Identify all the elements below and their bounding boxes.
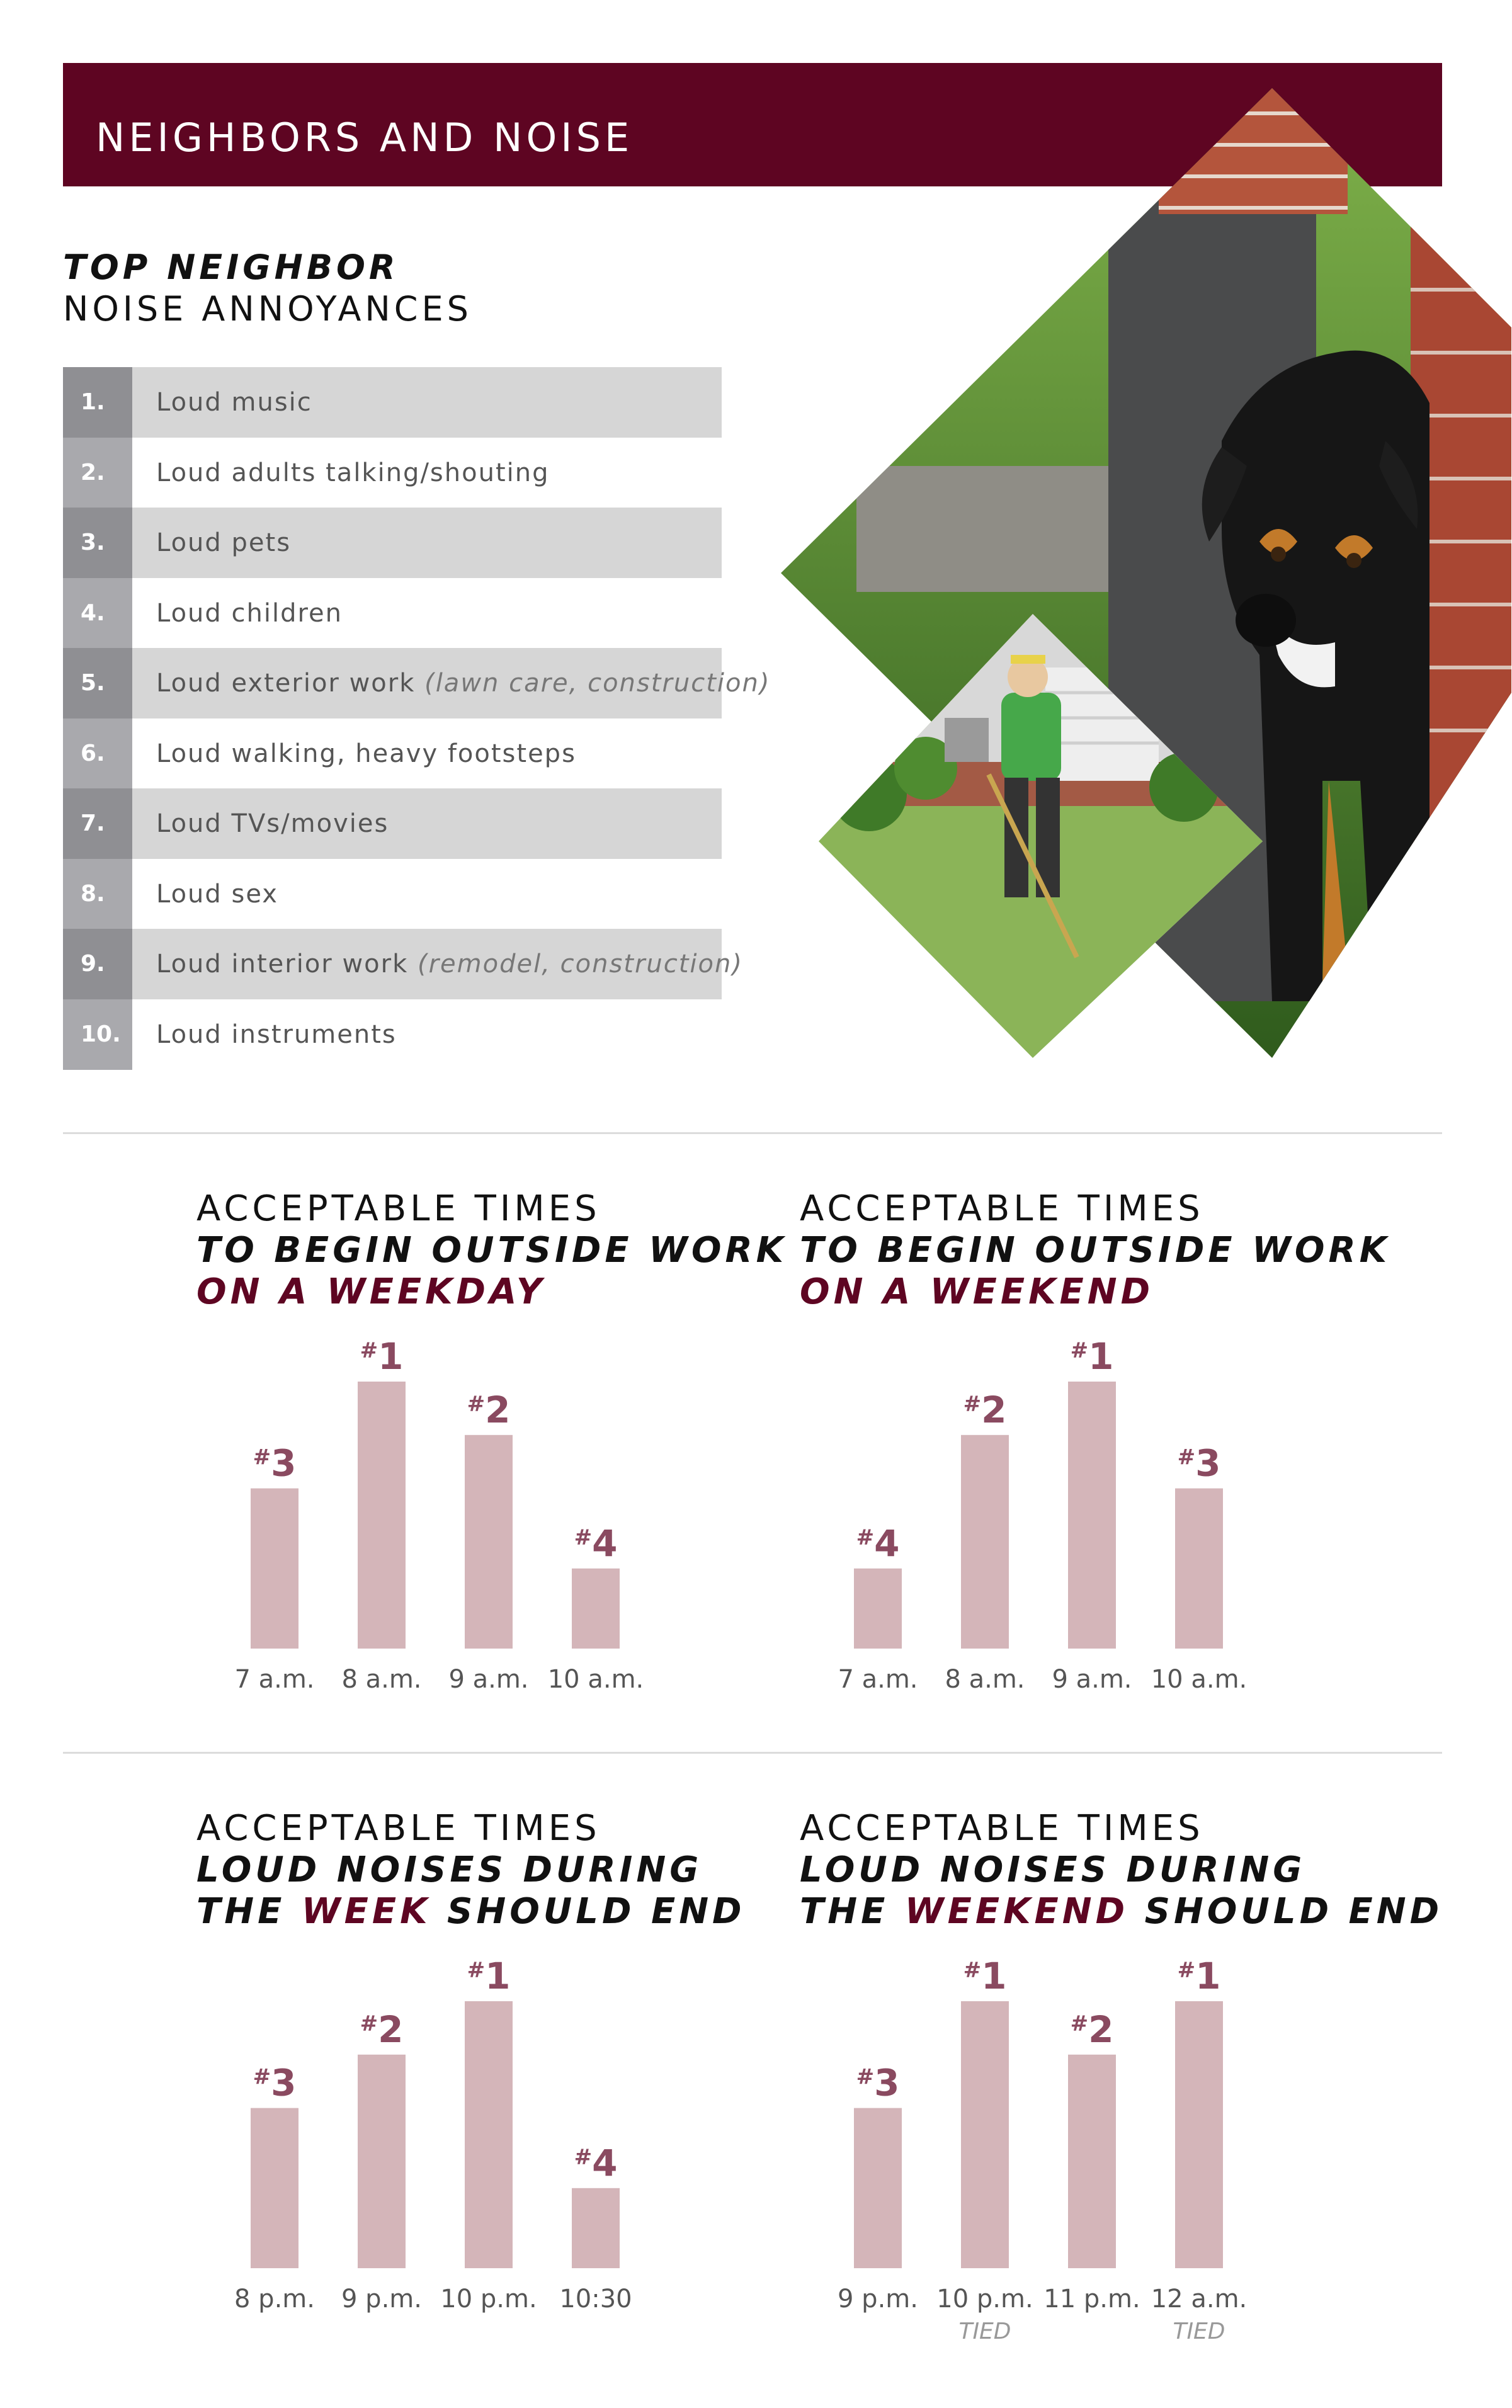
bar-rank-label [856, 1522, 900, 1565]
list-item-label: Loud children [156, 598, 343, 628]
rank-number: 4 [592, 2141, 618, 2184]
rank-number: 4. [81, 599, 105, 626]
list-item [63, 367, 722, 438]
rank-number: 2. [81, 459, 105, 486]
chart-weekend-end [792, 1942, 1296, 2358]
list-item [63, 718, 722, 789]
bar-rank-label [1178, 1955, 1221, 1997]
rank-hash: # [574, 1525, 593, 1550]
chart2-title-line3: ON A WEEKEND [800, 1271, 1154, 1312]
rank-number: 8. [81, 880, 105, 907]
rank-number: 1 [1195, 1955, 1221, 1997]
x-tick-label: 10 p.m. [440, 2285, 537, 2314]
list-item-rank [63, 718, 132, 789]
rank-number: 4 [874, 1521, 900, 1565]
list-item-label: Loud instruments [156, 1019, 397, 1049]
x-tick-label: 9 a.m. [1052, 1665, 1132, 1694]
rank-number: 1. [81, 389, 105, 415]
rank-hash: # [360, 1338, 378, 1363]
chart3-title-line1: ACCEPTABLE TIMES [196, 1808, 601, 1849]
chart-bar [854, 2108, 902, 2268]
list-item-label: Loud exterior work (lawn care, construction) [156, 669, 771, 698]
list-item-rank [63, 367, 132, 438]
bar-rank-label [574, 1522, 618, 1565]
chart1-title-line1: ACCEPTABLE TIMES [196, 1188, 601, 1229]
bar-rank-label [467, 1955, 511, 1997]
rank-number: 5. [81, 670, 105, 696]
chart-bar [572, 1569, 620, 1649]
x-tick-label: 9 p.m. [341, 2285, 422, 2314]
chart-bar [1175, 1489, 1223, 1649]
chart4-title-line3: THE WEEKEND SHOULD END [800, 1891, 1443, 1932]
chart-bar [961, 2001, 1009, 2268]
rank-number: 7. [81, 810, 105, 836]
chart-bar [251, 2108, 298, 2268]
rank-number: 3. [81, 530, 105, 555]
chart2-title-line2: TO BEGIN OUTSIDE WORK [800, 1230, 1390, 1271]
x-tick-label: 7 a.m. [838, 1665, 918, 1694]
list-item [63, 999, 722, 1070]
rank-hash: # [963, 1391, 982, 1417]
x-tick-label: 9 p.m. [838, 2285, 918, 2314]
rank-number: 9. [81, 951, 105, 977]
rank-number: 3 [271, 1441, 297, 1485]
rank-hash: # [1070, 2011, 1089, 2036]
rank-hash: # [963, 1958, 982, 1983]
bar-rank-label [1071, 1335, 1114, 1378]
list-item-rank [63, 859, 132, 929]
chart1-title-line2: TO BEGIN OUTSIDE WORK [196, 1230, 787, 1271]
bar-rank-label [360, 1335, 404, 1378]
chart-weekday-start [189, 1322, 693, 1713]
rank-number: 3 [271, 2061, 297, 2104]
section-divider [63, 1132, 1442, 1134]
rank-number: 6. [81, 740, 105, 766]
rank-hash: # [253, 1445, 271, 1470]
list-item-label: Loud music [156, 388, 312, 417]
rank-hash: # [467, 1958, 486, 1983]
tied-note: TIED [958, 2319, 1011, 2344]
list-item-label: Loud pets [156, 528, 292, 557]
chart-bar [251, 1489, 298, 1649]
bar-rank-label [574, 2142, 618, 2184]
x-tick-label: 10 a.m. [547, 1665, 644, 1694]
x-tick-label: 11 p.m. [1043, 2285, 1140, 2314]
x-tick-label: 10:30 [559, 2285, 632, 2314]
bar-rank-label [467, 1389, 511, 1431]
rank-number: 3 [1195, 1441, 1221, 1485]
bar-rank-label [253, 2062, 297, 2104]
bar-rank-label [963, 1389, 1007, 1431]
rank-number: 1 [485, 1955, 511, 1997]
list-item-rank [63, 438, 132, 508]
rank-hash: # [1177, 1958, 1196, 1983]
list-item-rank [63, 508, 132, 578]
rank-hash: # [856, 2064, 875, 2090]
rank-number: 1 [981, 1955, 1007, 1997]
section-divider [63, 1752, 1442, 1754]
chart4-title-line1: ACCEPTABLE TIMES [800, 1808, 1204, 1849]
rank-number: 10. [81, 1021, 121, 1047]
list-item-rank [63, 929, 132, 999]
chart3-title-line3: THE WEEK SHOULD END [196, 1891, 746, 1932]
x-tick-label: 8 a.m. [341, 1665, 422, 1694]
rank-number: 1 [378, 1335, 404, 1378]
chart-bar [1068, 1382, 1116, 1649]
list-item-note: (remodel, construction) [408, 950, 743, 979]
rank-number: 2 [1088, 2008, 1114, 2051]
photo-collage [781, 88, 1511, 1071]
list-item [63, 648, 771, 718]
list-item [63, 508, 722, 578]
list-item [63, 578, 722, 649]
rank-hash: # [467, 1391, 486, 1417]
chart-bar [465, 2001, 513, 2268]
rank-number: 2 [378, 2008, 404, 2051]
rank-hash: # [856, 1525, 875, 1550]
list-item-rank [63, 788, 132, 859]
chart-weekend-start [792, 1322, 1296, 1713]
rank-hash: # [360, 2011, 378, 2036]
rank-hash: # [574, 2144, 593, 2170]
x-tick-label: 8 p.m. [234, 2285, 315, 2314]
tied-note: TIED [1173, 2319, 1225, 2344]
chart-bar [1175, 2001, 1223, 2268]
x-tick-label: 10 a.m. [1151, 1665, 1248, 1694]
bar-rank-label [360, 2008, 404, 2051]
rank-hash: # [253, 2064, 271, 2090]
chart3-title-line2: LOUD NOISES DURING [196, 1849, 703, 1890]
chart-bar [358, 1382, 406, 1649]
rank-hash: # [1177, 1445, 1196, 1470]
rank-number: 2 [485, 1388, 511, 1431]
x-tick-label: 9 a.m. [448, 1665, 529, 1694]
rank-number: 2 [981, 1388, 1007, 1431]
bar-rank-label [856, 2062, 900, 2104]
list-item-rank [63, 648, 132, 718]
list-item [63, 929, 743, 999]
chart4-title-line2: LOUD NOISES DURING [800, 1849, 1306, 1890]
chart-bar [961, 1435, 1009, 1649]
bar-rank-label [253, 1442, 297, 1485]
chart-bar [572, 2188, 620, 2268]
chart1-title-line3: ON A WEEKDAY [196, 1271, 546, 1312]
x-tick-label: 10 p.m. [936, 2285, 1033, 2314]
bar-rank-label [963, 1955, 1007, 1997]
rank-number: 1 [1088, 1335, 1114, 1378]
page-title: NEIGHBORS AND NOISE [96, 115, 634, 161]
list-item-rank [63, 999, 132, 1070]
list-item-label: Loud walking, heavy footsteps [156, 739, 576, 768]
list-heading-line1: TOP NEIGHBOR [63, 247, 399, 287]
rank-number: 3 [874, 2061, 900, 2104]
chart-bar [854, 1569, 902, 1649]
list-item-label: Loud TVs/movies [156, 809, 389, 838]
list-item-label: Loud adults talking/shouting [156, 458, 550, 487]
list-item [63, 438, 722, 508]
chart-bar [358, 2055, 406, 2268]
x-tick-label: 8 a.m. [945, 1665, 1025, 1694]
bar-rank-label [1071, 2008, 1114, 2051]
list-item [63, 859, 722, 929]
chart2-title-line1: ACCEPTABLE TIMES [800, 1188, 1204, 1229]
rank-hash: # [1070, 1338, 1089, 1363]
x-tick-label: 12 a.m. [1151, 2285, 1248, 2314]
list-item-label: Loud sex [156, 879, 278, 909]
list-item-rank [63, 578, 132, 649]
chart-bar [1068, 2055, 1116, 2268]
list-item-note: (lawn care, construction) [415, 669, 771, 698]
chart-week-end [189, 1942, 693, 2358]
list-item-label: Loud interior work (remodel, construction) [156, 950, 743, 979]
x-tick-label: 7 a.m. [234, 1665, 315, 1694]
chart-bar [465, 1435, 513, 1649]
rank-number: 4 [592, 1521, 618, 1565]
bar-rank-label [1178, 1442, 1221, 1485]
list-item [63, 788, 722, 859]
list-heading-line2: NOISE ANNOYANCES [63, 289, 472, 329]
